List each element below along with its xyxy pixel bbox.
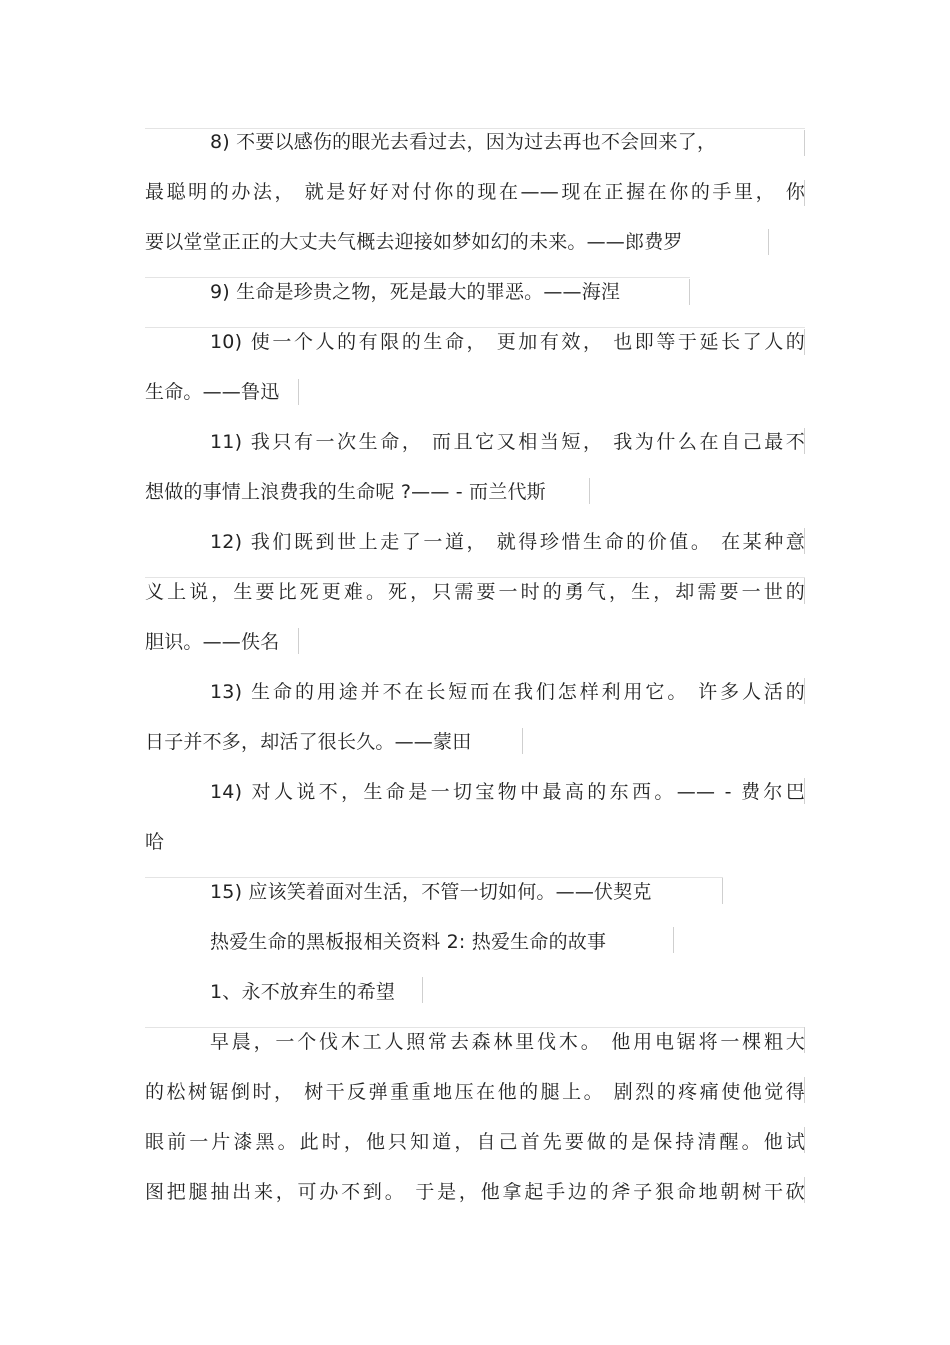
quote-8-line-2: 最聪明的办法， 就是好好对付你的现在——现在正握在你的手里， 你: [145, 181, 805, 203]
story-paragraph-line-1: 早晨，一个伐木工人照常去森林里伐木。 他用电锯将一棵粗大: [210, 1031, 805, 1053]
quote-10-line-2: 生命。——鲁迅: [145, 381, 280, 403]
quote-12-line-1: 12) 我们既到世上走了一道， 就得珍惜生命的价值。 在某种意: [210, 531, 805, 553]
quote-11-line-1: 11) 我只有一次生命， 而且它又相当短， 我为什么在自己最不: [210, 431, 805, 453]
story-paragraph-line-4: 图把腿抽出来，可办不到。 于是，他拿起手边的斧子狠命地朝树干砍: [145, 1181, 805, 1203]
story-paragraph-line-2: 的松树锯倒时， 树干反弹重重地压在他的腿上。 剧烈的疼痛使他觉得: [145, 1081, 805, 1103]
quote-10-line-1: 10) 使一个人的有限的生命， 更加有效， 也即等于延长了人的: [210, 331, 805, 353]
quote-8-line-1: 8) 不要以感伤的眼光去看过去，因为过去再也不会回来了，: [210, 131, 717, 153]
quote-13-line-2: 日子并不多，却活了很长久。——蒙田: [145, 731, 472, 753]
quote-9: 9) 生命是珍贵之物，死是最大的罪恶。——海涅: [210, 281, 621, 303]
quote-12-line-2: 义上说，生要比死更难。死，只需要一时的勇气，生，却需要一世的: [145, 581, 805, 603]
quote-13-line-1: 13) 生命的用途并不在长短而在我们怎样利用它。 许多人活的: [210, 681, 805, 703]
quote-12-line-3: 胆识。——佚名: [145, 631, 280, 653]
quote-14-line-2: 哈: [145, 831, 165, 853]
story-title: 1、永不放弃生的希望: [210, 981, 396, 1003]
quote-8-line-3: 要以堂堂正正的大丈夫气概去迎接如梦如幻的未来。——郎费罗: [145, 231, 683, 253]
section-heading: 热爱生命的黑板报相关资料 2: 热爱生命的故事: [210, 931, 607, 953]
story-paragraph-line-3: 眼前一片漆黑。此时，他只知道，自己首先要做的是保持清醒。他试: [145, 1131, 805, 1153]
quote-15: 15) 应该笑着面对生活，不管一切如何。——伏契克: [210, 881, 652, 903]
quote-14-line-1: 14) 对人说不，生命是一切宝物中最高的东西。—— - 费尔巴: [210, 781, 805, 803]
quote-11-line-2: 想做的事情上浪费我的生命呢 ?—— - 而兰代斯: [145, 481, 546, 503]
